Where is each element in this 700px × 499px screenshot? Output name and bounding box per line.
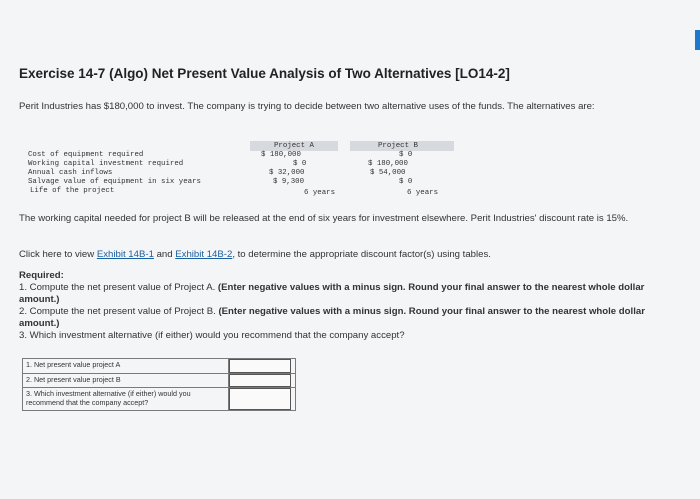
working-capital-note: The working capital needed for project B will be released at the end of six years for investment elsewhere. Perit Industries' discount rate is 15%. [19,213,629,224]
table-row [23,388,296,411]
exhibit-line [19,249,659,261]
table-row [23,359,296,374]
answer-label: 2. Net present value project B [23,374,229,388]
answer-label: 3. Which investment alternative (if either) would you recommend that the company accept? [23,388,229,411]
answer-cell[interactable] [229,374,296,388]
recommendation-input[interactable] [229,388,291,410]
npv-project-a-input[interactable] [229,359,291,373]
answer-table [22,358,296,411]
question-1-text: 1. Compute the net present value of Project A. [19,282,218,293]
cell-b: 6 years [407,189,439,197]
cell-a: $ 0 [293,160,307,168]
intro-text: Perit Industries has $180,000 to invest. The company is trying to decide between two alternative uses of the funds. The alternatives are: [19,101,595,112]
cell-a: $ 180,000 [261,151,301,159]
cell-b: $ 54,000 [370,169,406,177]
question-3: 3. Which investment alternative (if either) would you recommend that the company accept? [19,330,405,341]
exhibit-mid: and [153,249,176,260]
exhibit-14b-1-link[interactable]: Exhibit 14B-1 [96,249,154,260]
header-project-b: Project B [378,142,418,150]
table-row [23,374,296,388]
cell-b: $ 0 [399,178,413,186]
answer-label: 1. Net present value project A [23,359,229,374]
question-1-instruction: (Enter negative values with a minus sign. Round your final answer to the nearest whole dollar amount.) [19,282,645,305]
scroll-indicator[interactable] [695,30,700,50]
question-1 [19,282,659,306]
cell-a: $ 9,300 [273,178,305,186]
answer-cell[interactable] [229,359,296,374]
question-2-text: 2. Compute the net present value of Project B. [19,306,219,317]
row-label: Working capital investment required [28,160,184,168]
row-label: Salvage value of equipment in six years [28,178,201,186]
npv-project-b-input[interactable] [229,374,291,387]
page-title: Exercise 14-7 (Algo) Net Present Value Analysis of Two Alternatives [LO14-2] [19,66,510,81]
row-label: Life of the project [30,187,115,195]
exhibit-suffix: , to determine the appropriate discount factor(s) using tables. [232,249,491,260]
row-label: Annual cash inflows [28,169,113,177]
cell-a: $ 32,000 [269,169,305,177]
question-2-instruction: (Enter negative values with a minus sign. Round your final answer to the nearest whole dollar amount.) [19,306,645,329]
header-project-a: Project A [274,142,314,150]
cell-b: $ 0 [399,151,413,159]
answer-cell[interactable] [229,388,296,411]
projects-table [28,141,458,199]
exhibit-prefix: Click here to view [19,249,97,260]
question-2 [19,306,659,330]
row-label: Cost of equipment required [28,151,144,159]
cell-b: $ 180,000 [368,160,408,168]
required-heading: Required: [19,270,64,281]
exhibit-14b-2-link[interactable]: Exhibit 14B-2 [175,249,233,260]
cell-a: 6 years [304,189,336,197]
